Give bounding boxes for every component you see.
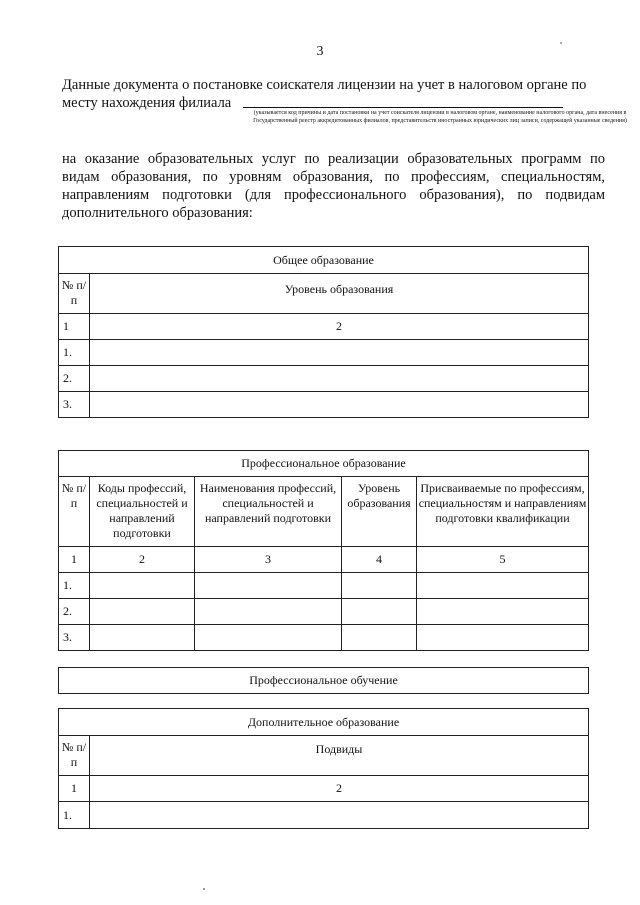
col-num-header: № п/п	[59, 477, 90, 547]
table-cell	[90, 392, 589, 418]
col-codes-header: Коды профессий, специальностей и направлений подготовки	[90, 477, 195, 547]
index-cell: 3	[195, 547, 342, 573]
intro-line-1: Данные документа о постановке соискателя лицензии на учет в налоговом органе по	[62, 77, 587, 93]
table-cell	[90, 625, 195, 651]
table-row-num: 3.	[59, 392, 90, 418]
table-title: Общее образование	[59, 247, 589, 274]
index-cell: 2	[90, 776, 589, 802]
table-cell	[342, 625, 417, 651]
table-cell	[342, 599, 417, 625]
table-title: Дополнительное образование	[59, 709, 589, 736]
table-cell	[417, 599, 589, 625]
table-row-num: 1.	[59, 802, 90, 829]
table-row-num: 2.	[59, 366, 90, 392]
table-cell	[90, 802, 589, 829]
table-cell	[90, 340, 589, 366]
col-num-header: № п/п	[59, 736, 90, 776]
intro-line-2: месту нахождения филиала	[62, 95, 232, 111]
index-cell: 2	[90, 547, 195, 573]
fill-in-line	[243, 107, 563, 108]
scan-speck	[560, 42, 562, 44]
table-row-num: 1.	[59, 340, 90, 366]
col-names-header: Наименования профессий, специальностей и направлений подготовки	[195, 477, 342, 547]
table-row-num: 2.	[59, 599, 90, 625]
intro-footnote: (указывается код причины и дата постановки на учет соискателя лицензии в налоговом органе, наименование налогового органа, дата внесения в Государственный реестр аккредитованных филиалов, представительств иностранных юридических лиц записи, содержащей указанные сведения)	[253, 110, 627, 124]
table-row-num: 1.	[59, 573, 90, 599]
index-cell: 5	[417, 547, 589, 573]
col-num-header: № п/п	[59, 274, 90, 314]
index-cell: 4	[342, 547, 417, 573]
additional-education-table	[58, 708, 589, 829]
table-row-num: 3.	[59, 625, 90, 651]
table-title: Профессиональное образование	[59, 451, 589, 477]
index-cell: 1	[59, 776, 90, 802]
professional-training-box	[58, 667, 589, 694]
col-subtypes-header: Подвиды	[90, 736, 589, 776]
col-level-header: Уровень образования	[342, 477, 417, 547]
page-number: 3	[316, 44, 324, 59]
table-title: Профессиональное обучение	[59, 668, 589, 694]
table-cell	[195, 625, 342, 651]
index-cell: 1	[59, 547, 90, 573]
table-cell	[417, 573, 589, 599]
table-cell	[90, 366, 589, 392]
index-cell: 2	[90, 314, 589, 340]
general-education-table	[58, 246, 589, 418]
table-cell	[195, 599, 342, 625]
col-qualification-header: Присваиваемые по профессиям, специальностям и направлениям подготовки квалификации	[417, 477, 589, 547]
table-cell	[90, 599, 195, 625]
table-cell	[90, 573, 195, 599]
table-cell	[417, 625, 589, 651]
index-cell: 1	[59, 314, 90, 340]
col-level-header: Уровень образования	[90, 274, 589, 314]
table-cell	[195, 573, 342, 599]
table-cell	[342, 573, 417, 599]
services-paragraph: на оказание образовательных услуг по реализации образовательных программ по видам образования, по уровням образования, по профессиям, специальностям, направлениям подготовки (для профессионального образования), по подвидам дополнительного образования:	[62, 151, 605, 221]
professional-education-table	[58, 450, 589, 651]
scan-speck	[203, 888, 205, 890]
